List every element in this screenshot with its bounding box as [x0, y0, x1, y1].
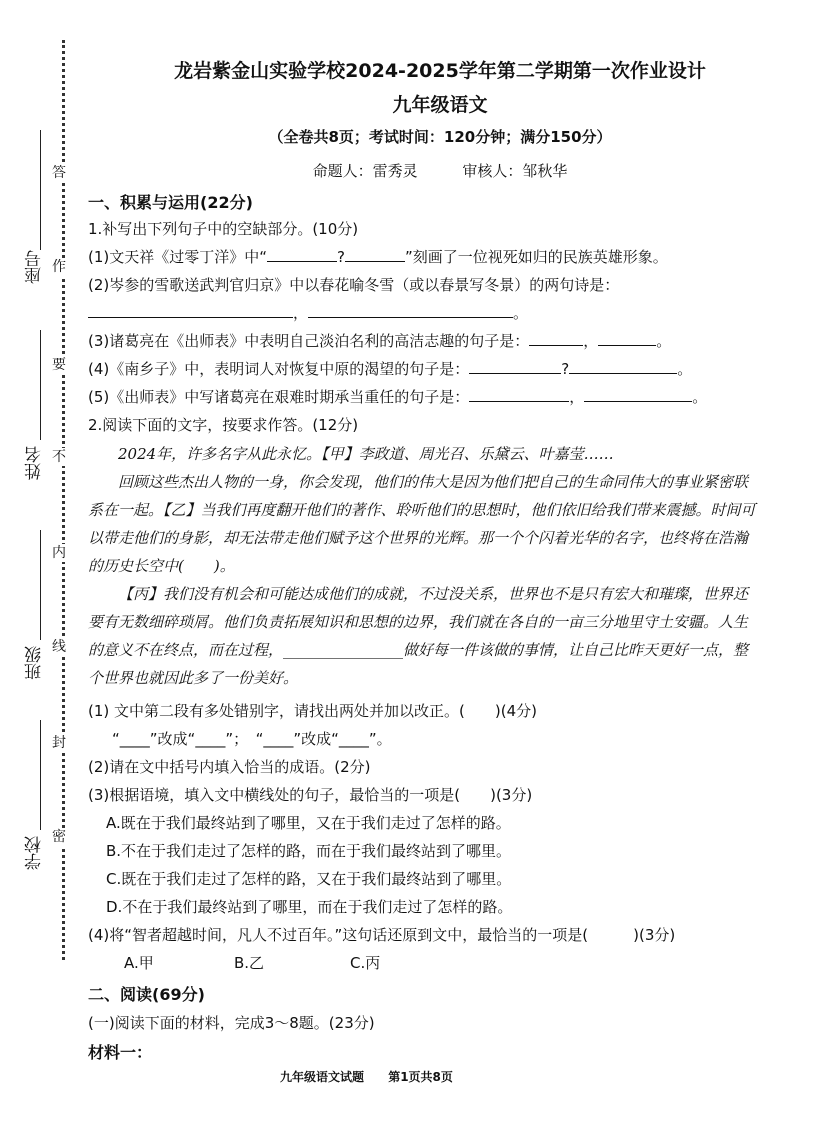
- authors: [90, 160, 790, 181]
- seal-char: 要: [52, 357, 66, 373]
- answer-blank[interactable]: [569, 359, 677, 374]
- seal-char: 密: [52, 829, 66, 845]
- answer-blank[interactable]: [584, 387, 692, 402]
- q-text: 。: [692, 388, 708, 406]
- school-line[interactable]: [40, 720, 41, 830]
- answer-blank[interactable]: [88, 303, 293, 318]
- answer-blank[interactable]: [345, 247, 405, 262]
- reading-passage: [88, 440, 760, 692]
- question-1-3: [88, 330, 671, 351]
- question-1-4: [88, 358, 692, 379]
- footer-subject: 九年级语文试题: [280, 1070, 365, 1084]
- sub-question-1-fix[interactable]: “____”改成“____”； “____”改成“____”。: [112, 730, 392, 748]
- seal-char: 作: [52, 259, 66, 275]
- sub-question-4: (4)将“智者超越时间，凡人不过百年。”这句话还原到文中，最恰当的一项是( )(3分): [88, 926, 676, 944]
- option-a[interactable]: A.既在于我们最终站到了哪里，又在于我们走过了怎样的路。: [106, 814, 511, 832]
- section-heading: 一、积累与运用(22分): [88, 193, 253, 212]
- passage-paragraph: 回顾这些杰出人物的一身，你会发现，他们的伟大是因为他们把自己的生命同伟大的事业紧密联系在一起。【乙】当我们再度翻开他们的著作、聆听他们的思想时，他们依旧给我们带来震撼。时间可以带走他们的身影，却无法带走他们赋予这个世界的光辉。那一个个闪着光华的名字，也终将在浩瀚的历史长空中( )。: [88, 473, 756, 575]
- exam-subtitle: 九年级语文: [392, 94, 488, 116]
- class-line[interactable]: [40, 530, 41, 640]
- question-1-5: [88, 386, 707, 407]
- passage-paragraph: 【丙】我们没有机会和可能达成他们的成就，不过没关系，世界也不是只有宏大和璀璨，世界还要有无数细碎琐屑。他们负责拓展知识和思想的边界，我们就在各自的一亩三分地里守土安疆。人生的意义不在终点，而在过程，________________做好每一件该做的事情，让自己比昨天更好一点，整个世界也就因此多了一份美好。: [88, 585, 749, 687]
- seat-number-label: 座号: [25, 250, 45, 284]
- exam-title: 龙岩紫金山实验学校2024-2025学年第二学期第一次作业设计: [174, 60, 706, 82]
- footer-page-number: 第1页共8页: [388, 1070, 453, 1084]
- q-text: (1)文天祥《过零丁洋》中“: [88, 248, 268, 266]
- answer-blank[interactable]: [308, 303, 513, 318]
- reviewer: 审核人：邹秋华: [462, 162, 568, 180]
- section-heading: 二、阅读(69分): [88, 985, 205, 1004]
- q-text: 。: [677, 360, 693, 378]
- seal-char: 答: [52, 165, 66, 181]
- answer-blank[interactable]: [598, 331, 656, 346]
- class-label: 班级: [25, 646, 45, 680]
- material-label: 材料一：: [88, 1043, 153, 1062]
- passage-paragraph: 2024年，许多名字从此永忆。【甲】李政道、周光召、乐黛云、叶嘉莹……: [118, 445, 614, 463]
- q-text: (3)诸葛亮在《出师表》中表明自己淡泊名利的高洁志趣的句子是：: [88, 332, 530, 350]
- setter: 命题人：雷秀灵: [312, 162, 418, 180]
- name-line[interactable]: [40, 330, 41, 440]
- answer-blank[interactable]: [267, 247, 337, 262]
- option-jia[interactable]: A.甲: [124, 954, 154, 972]
- q-text: 。: [513, 304, 529, 322]
- school-label: 学校: [25, 836, 45, 870]
- seal-char: 线: [52, 639, 66, 655]
- seal-char: 内: [52, 545, 66, 561]
- question-1-2-blanks: [88, 302, 528, 323]
- q-text: ”刻画了一位视死如归的民族英雄形象。: [405, 248, 668, 266]
- option-yi[interactable]: B.乙: [234, 954, 265, 972]
- q-text: ?: [337, 248, 345, 266]
- answer-blank[interactable]: [469, 359, 561, 374]
- question-1: 1.补写出下列句子中的空缺部分。(10分): [88, 220, 359, 238]
- sub-question-2: (2)请在文中括号内填入恰当的成语。(2分): [88, 758, 371, 776]
- question-1-2: (2)岑参的雪歌送武判官归京》中以春花喻冬雪（或以春景写冬景）的两句诗是：: [88, 276, 620, 294]
- exam-info: （全卷共8页；考试时间：120分钟；满分150分）: [268, 128, 612, 146]
- page-footer: [280, 1068, 473, 1085]
- q-text: (4)《南乡子》中，表明词人对恢复中原的渴望的句子是：: [88, 360, 470, 378]
- seat-number-line[interactable]: [40, 130, 41, 250]
- answer-blank[interactable]: [469, 387, 569, 402]
- answer-blank[interactable]: [529, 331, 583, 346]
- q-text: (5)《出师表》中写诸葛亮在艰难时期承当重任的句子是：: [88, 388, 470, 406]
- q-text: ，: [583, 332, 599, 350]
- sub-question-3: (3)根据语境，填入文中横线处的句子，最恰当的一项是( )(3分): [88, 786, 533, 804]
- option-b[interactable]: B.不在于我们走过了怎样的路，而在于我们最终站到了哪里。: [106, 842, 512, 860]
- sub-question-1: (1) 文中第二段有多处错别字，请找出两处并加以改正。( )(4分): [88, 702, 537, 720]
- option-d[interactable]: D.不在于我们最终站到了哪里，而在于我们走过了怎样的路。: [106, 898, 513, 916]
- option-c[interactable]: C.既在于我们走过了怎样的路，又在于我们最终站到了哪里。: [106, 870, 512, 888]
- reading-sub-heading: (一)阅读下面的材料，完成3～8题。(23分): [88, 1014, 375, 1032]
- seal-char: 不: [52, 449, 66, 465]
- q-text: ?: [561, 360, 570, 378]
- option-bing[interactable]: C.丙: [350, 954, 381, 972]
- q-text: ，: [569, 388, 585, 406]
- question-1-1: [88, 246, 668, 267]
- q-text: 。: [656, 332, 672, 350]
- q-text: ，: [293, 304, 309, 322]
- seal-char: 封: [52, 735, 66, 751]
- question-2: 2.阅读下面的文字，按要求作答。(12分): [88, 416, 359, 434]
- name-label: 姓名: [25, 446, 45, 480]
